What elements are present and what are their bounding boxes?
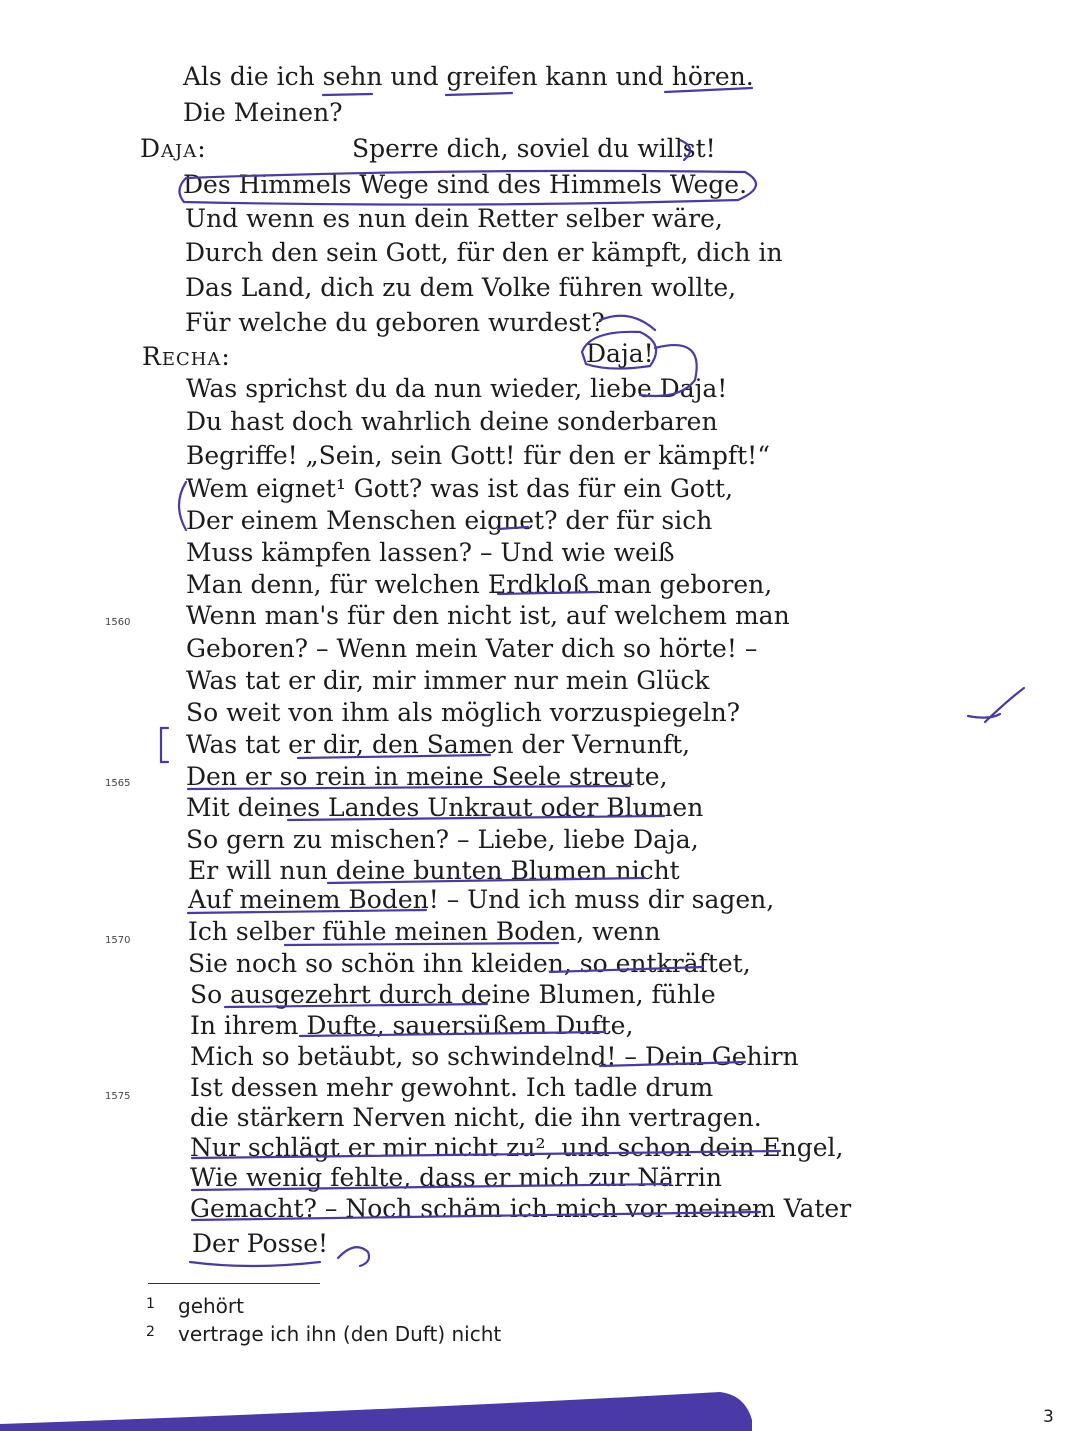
- verse-line: Wie wenig fehlte, dass er mich zur Närrin: [190, 1163, 723, 1192]
- verse-line: Was tat er dir, mir immer nur mein Glück: [186, 666, 710, 695]
- verse-line: Den er so rein in meine Seele streute,: [186, 762, 668, 791]
- verse-line: Für welche du geboren wurdest?: [185, 308, 605, 337]
- verse-line: Mich so betäubt, so schwindelnd! – Dein Gehirn: [190, 1042, 799, 1071]
- marker-stroke: [0, 1392, 752, 1431]
- footnote-text: vertrage ich ihn (den Duft) nicht: [178, 1322, 502, 1346]
- verse-line: Wem eignet¹ Gott? was ist das für ein Gott,: [186, 474, 734, 503]
- underline-mark: [323, 94, 372, 95]
- verse-line: So ausgezehrt durch deine Blumen, fühle: [190, 980, 716, 1009]
- verse-line: Nur schlägt er mir nicht zu², und schon dein Engel,: [190, 1133, 844, 1162]
- verse-line: Als die ich sehn und greifen kann und hören.: [183, 62, 754, 91]
- verse-line: Durch den sein Gott, für den er kämpft, dich in: [185, 238, 783, 267]
- curve-mark: [600, 316, 655, 330]
- verse-line: Begriffe! „Sein, sein Gott! für den er kämpft!“: [186, 441, 770, 470]
- footnote-rule: [148, 1283, 320, 1284]
- bracket-mark: [179, 482, 186, 530]
- scribble-mark: [338, 1247, 369, 1266]
- verse-line: Auf meinem Boden! – Und ich muss dir sagen,: [188, 885, 775, 914]
- verse-line: Die Meinen?: [183, 98, 343, 127]
- verse-line: So weit von ihm als möglich vorzuspiegeln?: [186, 698, 741, 727]
- verse-line: Er will nun deine bunten Blumen nicht: [188, 856, 680, 885]
- page-number: 3: [1043, 1407, 1054, 1427]
- verse-line: Du hast doch wahrlich deine sonderbaren: [186, 407, 718, 436]
- footnote-text: gehört: [178, 1294, 244, 1318]
- verse-line: Das Land, dich zu dem Volke führen wollte,: [185, 273, 737, 302]
- verse-line: die stärkern Nerven nicht, die ihn vertragen.: [190, 1103, 762, 1132]
- verse-line: Wenn man's für den nicht ist, auf welchem man: [186, 601, 790, 630]
- footnote-marker: 2: [146, 1324, 155, 1340]
- verse-line: So gern zu mischen? – Liebe, liebe Daja,: [186, 825, 699, 854]
- check-mark: [968, 688, 1024, 722]
- footnote-marker: 1: [146, 1296, 155, 1312]
- bracket-mark: [161, 728, 168, 762]
- speaker-daja: Daja:: [140, 134, 207, 163]
- verse-line: Was sprichst du da nun wieder, liebe Daja!: [186, 374, 728, 403]
- verse-line: Sie noch so schön ihn kleiden, so entkräftet,: [188, 949, 751, 978]
- underline-mark: [446, 93, 512, 95]
- line-number: 1575: [105, 1091, 131, 1102]
- verse-line: Sperre dich, soviel du willst!: [352, 134, 716, 163]
- underline-mark: [190, 1262, 320, 1266]
- verse-line: Des Himmels Wege sind des Himmels Wege.: [183, 170, 748, 199]
- line-number: 1560: [105, 617, 131, 628]
- verse-line: In ihrem Dufte, sauersüßem Dufte,: [190, 1011, 634, 1040]
- verse-line: Daja!: [586, 339, 654, 368]
- verse-line: Ist dessen mehr gewohnt. Ich tadle drum: [190, 1073, 714, 1102]
- verse-line: Mit deines Landes Unkraut oder Blumen: [186, 793, 704, 822]
- verse-line: Der einem Menschen eignet? der für sich: [186, 506, 713, 535]
- speaker-recha: Recha:: [142, 342, 231, 371]
- verse-line: Man denn, für welchen Erdkloß man geboren,: [186, 570, 773, 599]
- line-number: 1570: [105, 935, 131, 946]
- verse-line: Gemacht? – Noch schäm ich mich vor meinem Vater: [190, 1194, 852, 1223]
- verse-line: Ich selber fühle meinen Boden, wenn: [188, 917, 661, 946]
- verse-line: Was tat er dir, den Samen der Vernunft,: [186, 730, 691, 759]
- verse-line: Der Posse!: [192, 1229, 329, 1258]
- verse-line: Muss kämpfen lassen? – Und wie weiß: [186, 538, 675, 567]
- line-number: 1565: [105, 778, 131, 789]
- verse-line: Und wenn es nun dein Retter selber wäre,: [185, 204, 723, 233]
- verse-line: Geboren? – Wenn mein Vater dich so hörte! –: [186, 634, 758, 663]
